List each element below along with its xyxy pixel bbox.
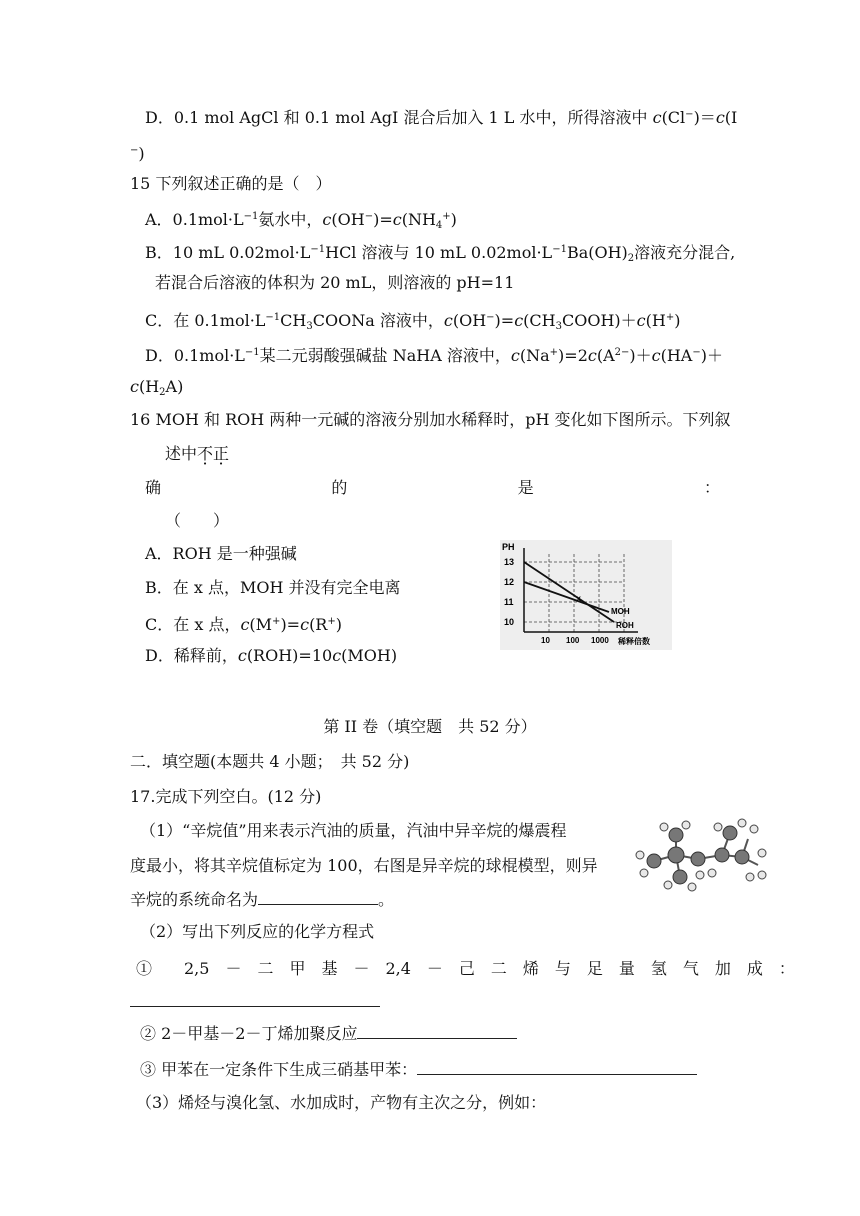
text: − [692, 347, 701, 358]
q15-option-b [145, 239, 735, 270]
text: 氨水中， [258, 210, 323, 229]
q17-part1-line2: 度最小，将其辛烷值标定为 100，右图是异辛烷的球棍模型，则异 [130, 856, 598, 875]
text: 4 [435, 220, 443, 231]
text: −1 [310, 244, 326, 255]
text: (NH [401, 210, 436, 229]
text: + [442, 211, 451, 222]
q14-option-d-wrap [130, 140, 145, 165]
q16-stem-spread [145, 477, 720, 499]
text: )= [373, 210, 393, 229]
text: (Na [519, 346, 550, 365]
text: CH [280, 311, 307, 330]
text: c [130, 377, 139, 396]
text: −1 [265, 312, 281, 323]
text: c [443, 311, 453, 330]
text: + [272, 616, 281, 627]
q15-option-b-cont: 若混合后溶液的体积为 20 mL，则溶液的 pH=11 [155, 273, 515, 292]
y-axis-label: PH [502, 542, 515, 552]
text: c [240, 615, 250, 634]
emphasis-text: 不 [197, 444, 214, 463]
text: (ROH)=10 [246, 646, 333, 665]
text: c [587, 346, 597, 365]
x-tick-label: 1000 [591, 636, 609, 645]
text: 是 [517, 478, 534, 497]
text: (H [138, 377, 160, 396]
text: ) [450, 210, 457, 229]
text: − [364, 211, 374, 222]
text: )＋ [629, 346, 652, 365]
q16-option-c [145, 611, 342, 636]
text: ) [335, 615, 342, 634]
text: c [652, 108, 662, 127]
text: c [300, 615, 310, 634]
text: 确 [145, 478, 162, 497]
y-tick-label: 11 [504, 597, 514, 607]
text: )= [494, 311, 515, 330]
text: ③ 甲苯在一定条件下生成三硝基甲苯： [140, 1060, 418, 1079]
text: c [651, 346, 661, 365]
q15-option-c [145, 307, 680, 338]
text: + [665, 312, 675, 323]
text: 3 [555, 321, 562, 332]
ph-chart-svg [500, 540, 672, 650]
x-tick-label: 100 [566, 636, 580, 645]
text: ) [674, 311, 681, 330]
text: )=2 [558, 346, 588, 365]
text: (MOH) [341, 646, 398, 665]
text: 溶液充分混合, [634, 243, 736, 262]
text: ② 2－甲基－2－丁烯加聚反应 [140, 1024, 358, 1043]
q17-part3: （3）烯烃与溴化氢、水加成时，产物有主次之分，例如： [136, 1093, 547, 1112]
q15-option-a [145, 206, 457, 237]
x-axis-label: 稀释倍数 [618, 637, 650, 646]
text: 2− [614, 347, 630, 358]
answer-blank[interactable] [357, 1022, 517, 1039]
q14-option-d [145, 104, 737, 129]
text: C．在 x 点， [145, 615, 241, 634]
answer-blank[interactable] [130, 990, 380, 1007]
q16-stem-cont [165, 443, 229, 465]
chart-background [500, 540, 672, 650]
q17-part2-item1-blank [130, 990, 380, 1013]
q17-part1-line3 [130, 888, 394, 911]
q17-part2-item2 [140, 1022, 517, 1045]
point-x-label: x [576, 594, 581, 603]
text: ) [138, 144, 145, 163]
text: c [514, 311, 524, 330]
x-tick-label: 10 [541, 636, 550, 645]
q15-option-d [145, 342, 723, 367]
text: (CH [523, 311, 556, 330]
text: c [392, 210, 402, 229]
text: (HA [660, 346, 693, 365]
y-tick-label: 10 [504, 617, 515, 627]
isooctane-ball-stick-model [630, 815, 770, 895]
y-tick-label: 12 [504, 577, 515, 587]
text: c [636, 311, 646, 330]
text: (H [645, 311, 666, 330]
text: 3 [306, 321, 313, 332]
ph-dilution-chart [500, 540, 672, 650]
y-tick-label: 13 [504, 557, 515, 567]
q16-option-b: B．在 x 点，MOH 并没有完全电离 [145, 578, 401, 597]
text: −1 [244, 347, 260, 358]
text: A．0.1mol·L [145, 210, 244, 229]
q16-answer-paren: （ ） [165, 511, 230, 530]
text: COOH)＋ [561, 311, 637, 330]
text: (A [596, 346, 615, 365]
text: (I [724, 108, 738, 127]
q17-part1-line1: （1）“辛烷值”用来表示汽油的质量，汽油中异辛烷的爆震程 [140, 821, 567, 840]
answer-blank[interactable] [258, 888, 378, 905]
text: (OH [452, 311, 487, 330]
q15-option-d-cont [130, 376, 183, 404]
text: Ba(OH) [566, 243, 628, 262]
q16-option-a: A．ROH 是一种强碱 [145, 544, 297, 563]
text: 2 [627, 253, 635, 264]
q17-part2-item1: ① 2,5 － 二 甲 基 － 2,4 － 己 二 烯 与 足 量 氢 气 加 成 ： [136, 959, 795, 978]
text: B．10 mL 0.02mol·L [145, 243, 311, 262]
emphasis-text: 正 [213, 444, 230, 463]
text: 辛烷的系统命名为 [130, 890, 259, 909]
text: D．0.1 mol AgCl 和 0.1 mol AgI 混合后加入 1 L 水中，所得溶液中 [145, 108, 653, 127]
text: c [237, 646, 247, 665]
text: HCl 溶液与 10 mL 0.02mol·L [325, 243, 553, 262]
text: + [549, 347, 559, 358]
text: c [332, 646, 342, 665]
text: + [327, 616, 336, 627]
text: 某二元弱酸强碱盐 NaHA 溶液中， [259, 346, 511, 365]
text: 2 [159, 387, 166, 398]
text: 的 [331, 478, 348, 497]
text: (OH [331, 210, 365, 229]
q17-stem: 17.完成下列空白。(12 分) [130, 787, 322, 806]
text: )＝ [693, 108, 716, 127]
text: COONa 溶液中， [312, 311, 444, 330]
text: D．稀释前， [145, 646, 238, 665]
series-label-moh: MOH [611, 607, 630, 616]
q17-part2-item3 [140, 1058, 697, 1081]
text: A) [165, 377, 184, 396]
text: − [685, 109, 694, 120]
text: −1 [552, 244, 567, 255]
text: −1 [243, 211, 259, 222]
q16-option-d [145, 645, 397, 667]
text: 述中 [165, 444, 198, 463]
section-title: 第 II 卷（填空题 共 52 分） [323, 717, 537, 736]
text: c [715, 108, 725, 127]
q17-part2: （2）写出下列反应的化学方程式 [140, 922, 375, 941]
text: )＋ [700, 346, 723, 365]
text: c [510, 346, 520, 365]
text: c [322, 210, 332, 229]
text: C．在 0.1mol·L [145, 311, 266, 330]
text: (M [249, 615, 273, 634]
text: (Cl [661, 108, 686, 127]
answer-blank[interactable] [417, 1058, 697, 1075]
q15-stem: 15 下列叙述正确的是（ ） [130, 174, 332, 193]
part-heading: 二．填空题(本题共 4 小题； 共 52 分) [130, 752, 410, 771]
text: (R [309, 615, 328, 634]
text: )= [280, 615, 301, 634]
text: D．0.1mol·L [145, 346, 245, 365]
series-label-roh: ROH [616, 621, 634, 630]
q16-stem: 16 MOH 和 ROH 两种一元碱的溶液分别加水稀释时，pH 变化如下图所示。下列叙 [130, 410, 731, 429]
text: ： [703, 478, 720, 497]
text: 。 [378, 890, 395, 909]
text: − [486, 312, 495, 323]
text: − [130, 145, 139, 156]
